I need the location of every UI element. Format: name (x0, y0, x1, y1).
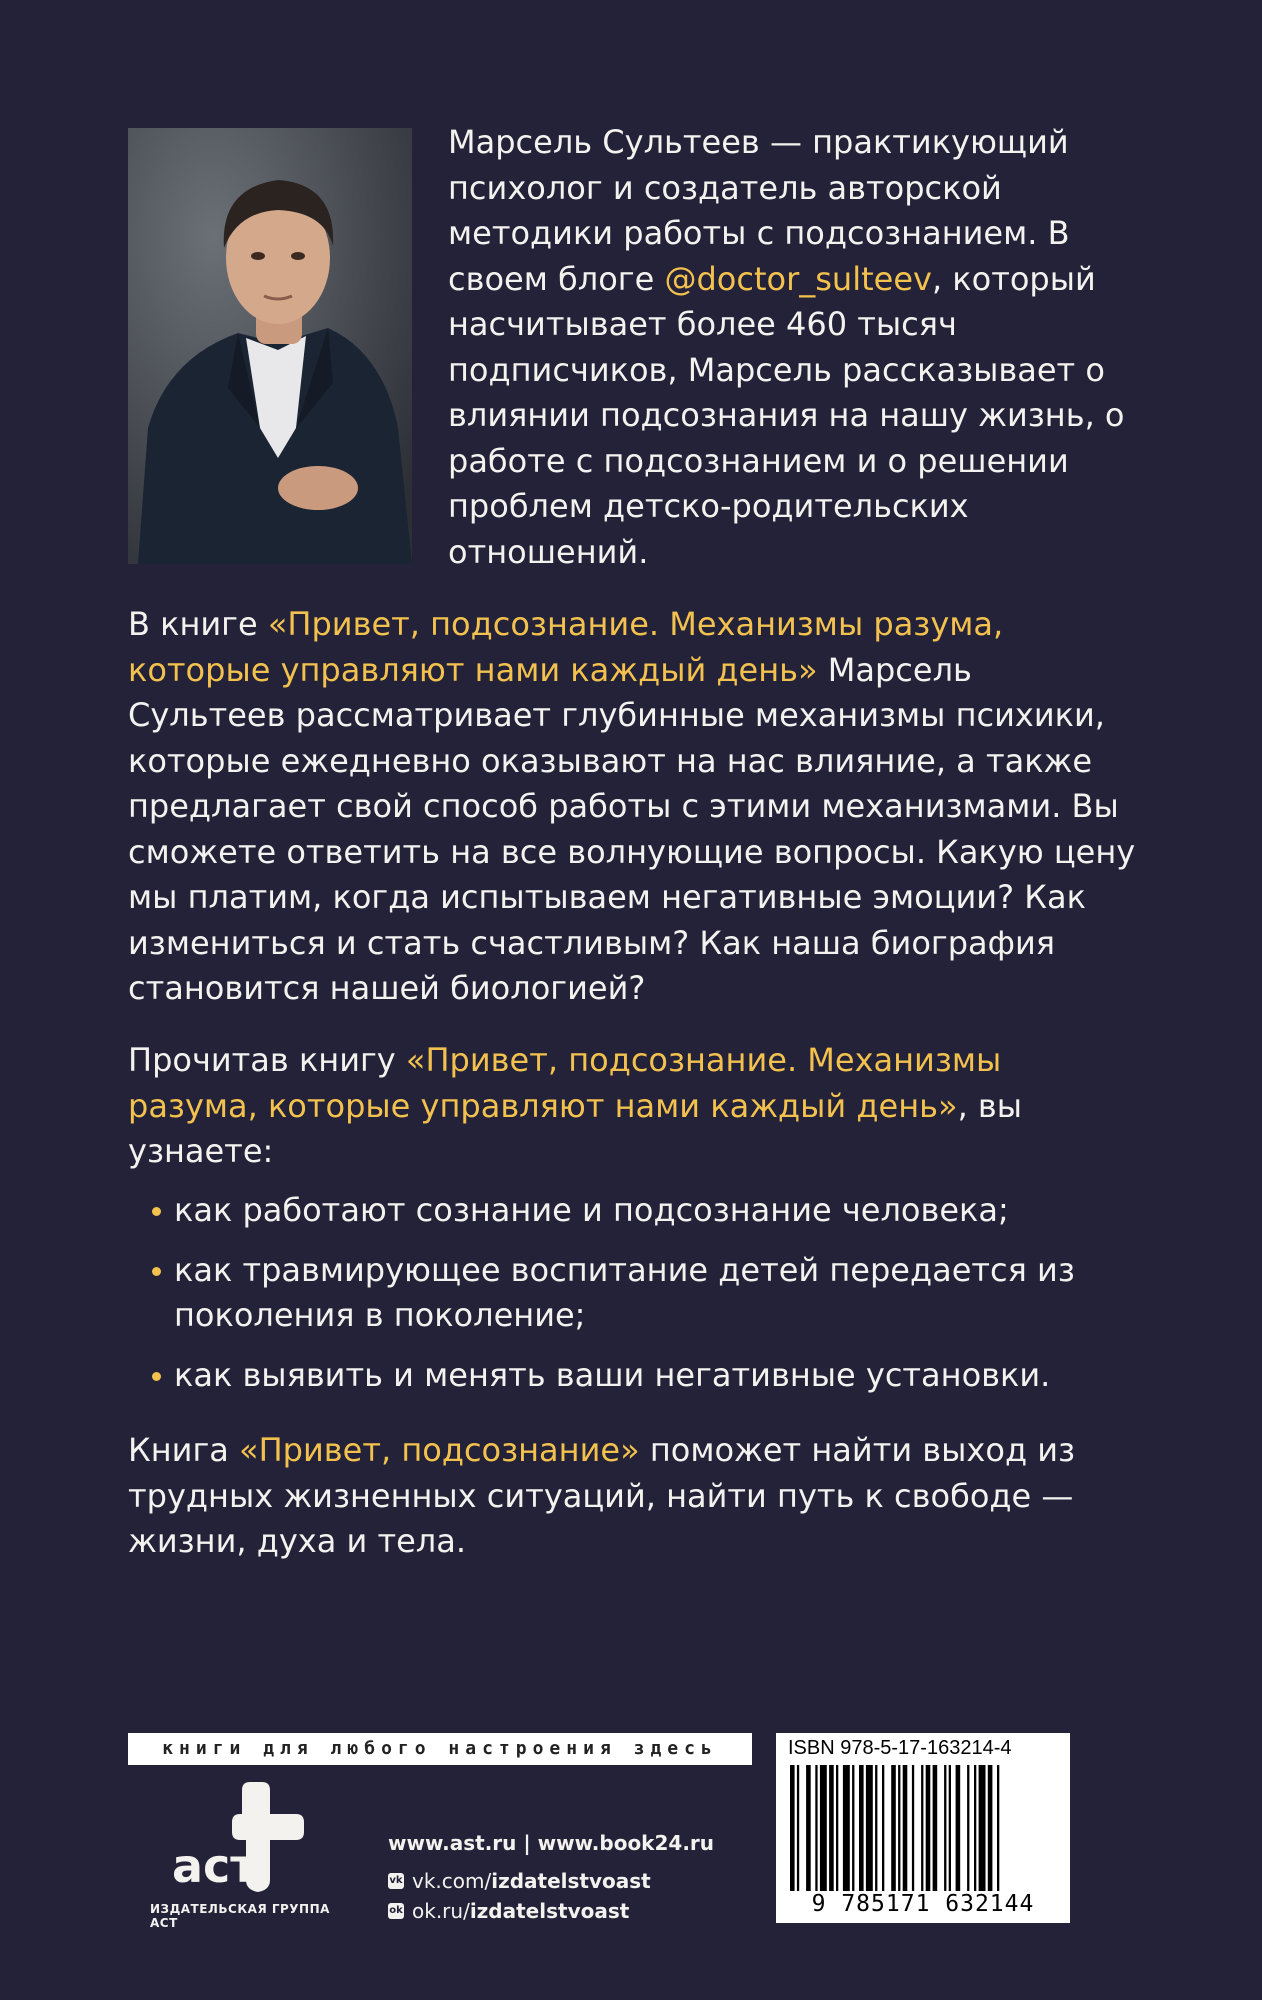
author-photo (128, 128, 412, 564)
barcode (776, 1733, 1070, 1923)
closing-paragraph (128, 1428, 1138, 1565)
barcode-bar (820, 1765, 827, 1891)
barcode-bar (898, 1765, 900, 1891)
barcode-bar (921, 1765, 923, 1891)
vk-link[interactable]: vk vk.com/ izdatelstvoast (389, 1869, 651, 1893)
barcode-bar (997, 1765, 999, 1891)
isbn-label: ISBN 978-5-17-163214-4 (788, 1737, 1012, 1759)
barcode-bar (836, 1765, 838, 1891)
barcode-bar (859, 1765, 864, 1891)
barcode-bar (829, 1765, 834, 1891)
blog-handle: @doctor_sulteev (664, 259, 932, 298)
description-prefix: В книге (128, 605, 268, 643)
barcode-bar (891, 1765, 896, 1891)
tagline-strip: книги для любого настроения здесь (128, 1733, 752, 1765)
bullet-icon (152, 1267, 161, 1276)
barcode-bar (967, 1765, 969, 1891)
author-bio (448, 120, 1138, 575)
barcode-bar (790, 1765, 795, 1891)
barcode-bar (866, 1765, 873, 1891)
bullet-icon (152, 1207, 161, 1216)
barcode-bar (988, 1765, 993, 1891)
barcode-bar (903, 1765, 908, 1891)
book-description (128, 602, 1138, 1012)
learn-intro (128, 1038, 1138, 1175)
barcode-bar (912, 1765, 914, 1891)
learn-intro-suffix: , вы узнаете: (128, 1086, 1023, 1170)
barcode-bar (875, 1765, 877, 1891)
description-body: Марсель Сультеев рассматривает глубинные механизмы психики, которые ежедневно оказывают на нас влияние, а также предлагает свой способ работы с этими механизмами. Вы сможете ответить на все волнующие вопросы. Какую цену мы платим, когда испытываем негативные эмоции? Как измениться и стать счастливым? Как наша биография становится нашей биологией? (128, 650, 1136, 1007)
barcode-bar (944, 1765, 946, 1891)
barcode-bar (949, 1765, 951, 1891)
barcode-digits: 9 785171 632144 (811, 1891, 1035, 1917)
closing-prefix: Книга (128, 1431, 240, 1469)
bio-text-start: Марсель Сультеев — практикующий психолог и создатель авторской методики работы с подсознанием. В своем блоге (448, 123, 1070, 298)
barcode-bar (815, 1765, 817, 1891)
ast-logo (150, 1780, 320, 1900)
barcode-bar (843, 1765, 850, 1891)
author-portrait-image (128, 128, 412, 564)
list-item: как работают сознание и подсознание человека; (152, 1188, 1142, 1234)
vk-icon: vk (388, 1873, 404, 1889)
barcode-bar (852, 1765, 854, 1891)
barcode-bar (926, 1765, 931, 1891)
list-item: как травмирующее воспитание детей передается из поколения в поколение; (152, 1248, 1142, 1339)
barcode-bar (806, 1765, 811, 1891)
book-title-short: «Привет, подсознание» (239, 1431, 640, 1469)
barcode-bar (882, 1765, 884, 1891)
barcode-bar (979, 1765, 986, 1891)
learn-intro-prefix: Прочитав книгу (128, 1041, 406, 1079)
ast-logo-icon (150, 1780, 320, 1900)
ok-icon: ok (388, 1903, 404, 1919)
book-title-2: «Привет, подсознание. Механизмы разума, которые управляют нами каждый день» (128, 1041, 1002, 1125)
barcode-bar (933, 1765, 938, 1891)
book-title: «Привет, подсознание. Механизмы разума, которые управляют нами каждый день» (128, 605, 1004, 689)
barcode-bar (797, 1765, 799, 1891)
bullet-icon (152, 1372, 161, 1381)
bio-text-end: , который насчитывает более 460 тысяч подписчиков, Марсель рассказывает о влиянии подсознания на нашу жизнь, о работе с подсознанием и о решении проблем детско-родительских отношений. (448, 259, 1125, 571)
barcode-bar (974, 1765, 976, 1891)
closing-body: поможет найти выход из трудных жизненных ситуаций, найти путь к свободе — жизни, духа и тела. (128, 1431, 1076, 1560)
svg-text:аст: аст (172, 1839, 257, 1893)
ok-link[interactable]: ok ok.ru/ izdatelstvoast (389, 1899, 630, 1923)
learn-list (152, 1188, 1142, 1412)
list-item: как выявить и менять ваши негативные установки. (152, 1353, 1142, 1399)
barcode-bars (786, 1765, 1060, 1891)
websites-link[interactable]: www.ast.ru | www.book24.ru (388, 1831, 715, 1855)
publisher-name: ИЗДАТЕЛЬСКАЯ ГРУППА АСТ (150, 1902, 330, 1930)
barcode-bar (956, 1765, 961, 1891)
footer-links (388, 1828, 714, 1926)
